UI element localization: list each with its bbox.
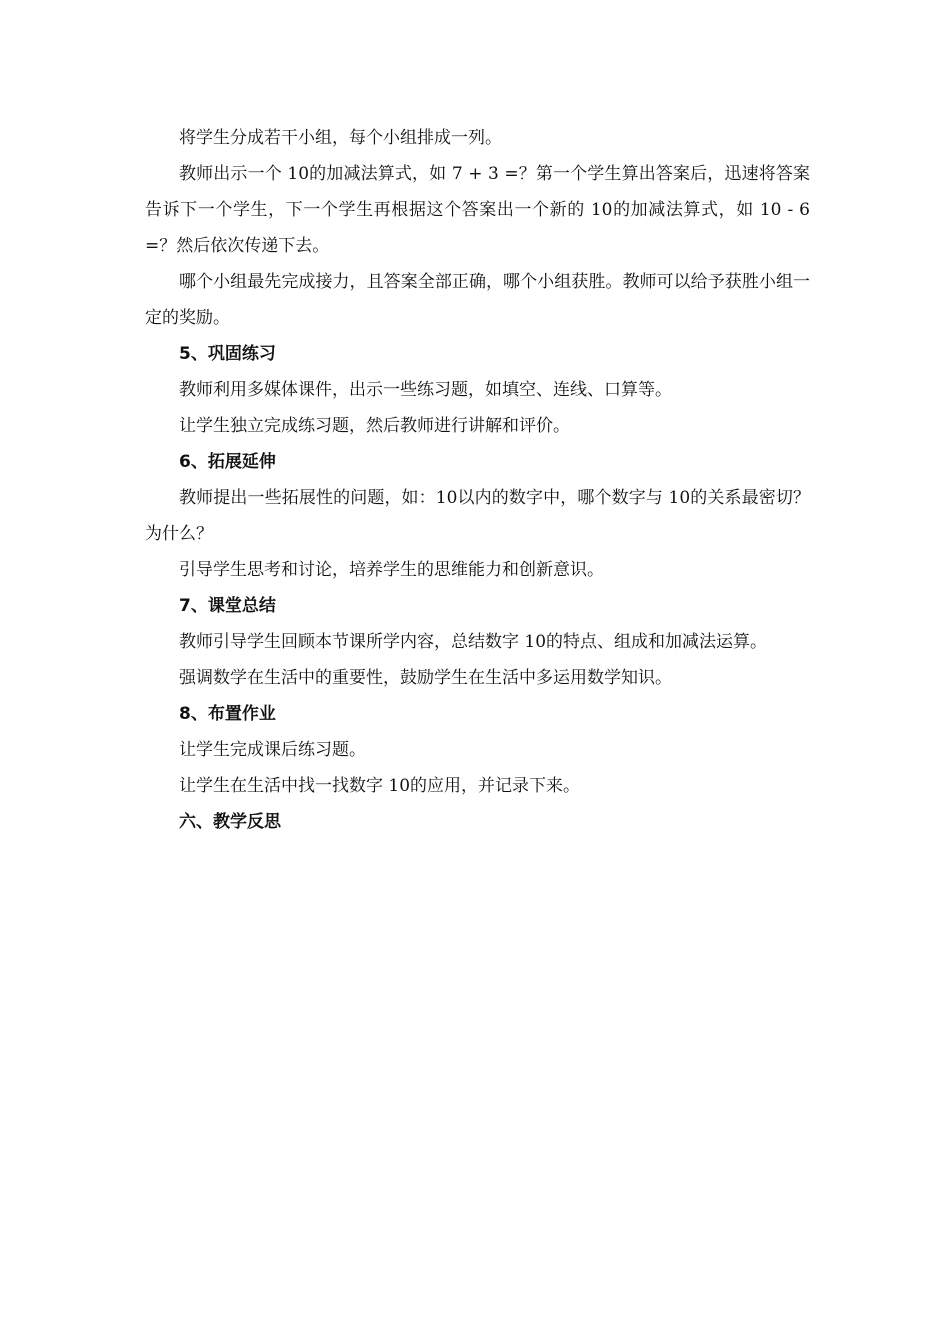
paragraph-homework-life: 让学生在生活中找一找数字 10的应用，并记录下来。 [179,776,581,796]
section-heading-practice: 5、巩固练习 [179,344,276,364]
paragraph-homework-exercises: 让学生完成课后练习题。 [179,740,366,760]
document-body [145,120,810,840]
paragraph-summary-review: 教师引导学生回顾本节课所学内容，总结数字 10的特点、组成和加减法运算。 [179,632,768,652]
paragraph-extension-question: 教师提出一些拓展性的问题，如：10以内的数字中，哪个数字与 10的关系最密切？为什么？ [145,488,810,544]
section-heading-homework: 8、布置作业 [179,704,276,724]
paragraph-summary-emphasis: 强调数学在生活中的重要性，鼓励学生在生活中多运用数学知识。 [179,668,672,688]
section-heading-reflection: 六、教学反思 [179,812,281,832]
paragraph-extension-discussion: 引导学生思考和讨论，培养学生的思维能力和创新意识。 [179,560,604,580]
section-heading-summary: 7、课堂总结 [179,596,276,616]
paragraph-relay-rules: 教师出示一个 10的加减法算式，如 7 + 3 =？第一个学生算出答案后，迅速将答案告诉下一个学生，下一个学生再根据这个答案出一个新的 10的加减法算式，如 10 - 6 =？然后依次传递下去。 [145,164,810,256]
paragraph-practice-exercises: 教师利用多媒体课件，出示一些练习题，如填空、连线、口算等。 [179,380,672,400]
paragraph-winner: 哪个小组最先完成接力，且答案全部正确，哪个小组获胜。教师可以给予获胜小组一定的奖励。 [145,272,810,328]
paragraph-grouping: 将学生分成若干小组，每个小组排成一列。 [179,128,502,148]
paragraph-practice-review: 让学生独立完成练习题，然后教师进行讲解和评价。 [179,416,570,436]
section-heading-extension: 6、拓展延伸 [179,452,276,472]
